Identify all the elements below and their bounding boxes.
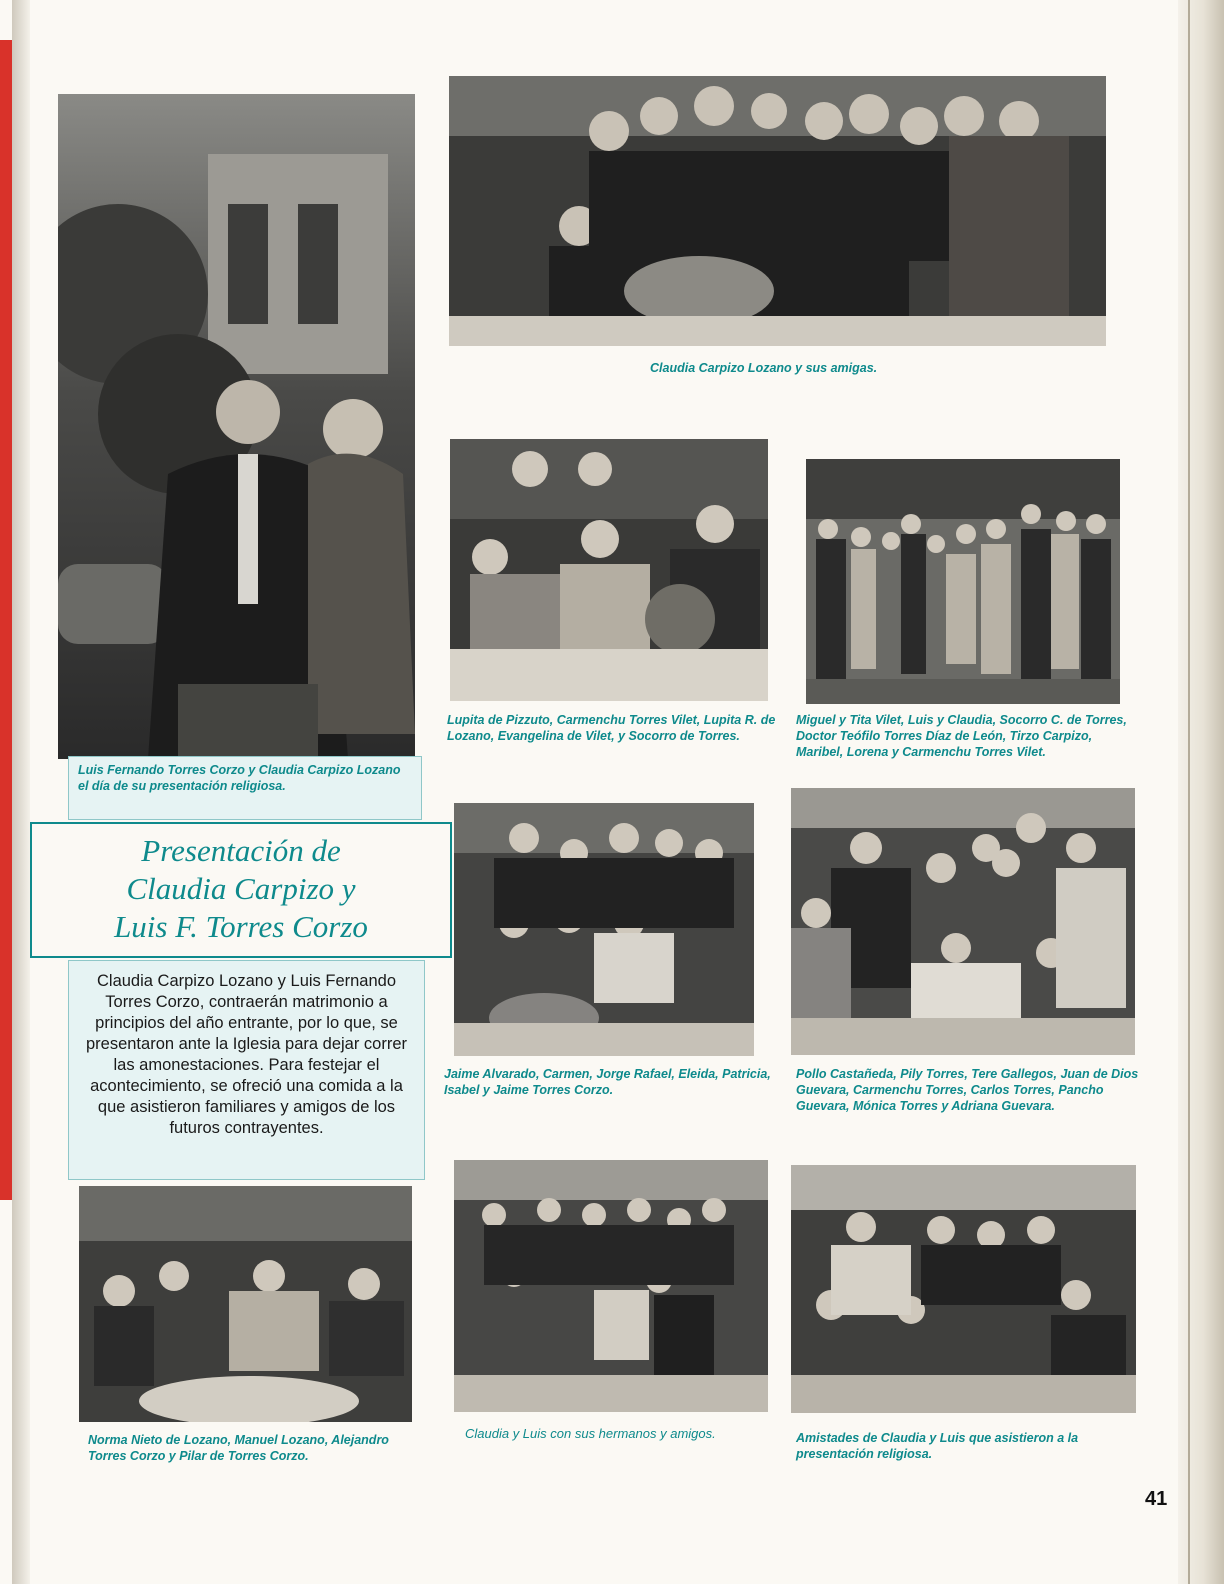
spine-crease bbox=[1188, 0, 1190, 1584]
article-body-box bbox=[68, 960, 425, 1180]
caption-friends-group: Claudia Carpizo Lozano y sus amigas. bbox=[650, 361, 878, 375]
photo-amistades bbox=[791, 1165, 1136, 1413]
photo-family-standing bbox=[806, 459, 1120, 704]
page-edge-red-strip bbox=[0, 40, 12, 1200]
page-gutter-shadow bbox=[12, 0, 30, 1584]
caption-guests-tent: Pollo Castañeda, Pily Torres, Tere Gallegos, Juan de Dios Guevara, Carmenchu Torres, Carlos Torres, Pancho Guevara, Mónica Torres y Adriana Guevara. bbox=[796, 1067, 1139, 1113]
caption-amistades: Amistades de Claudia y Luis que asistieron a la presentación religiosa. bbox=[796, 1431, 1079, 1461]
article-title: Presentación de Claudia Carpizo y Luis F. Torres Corzo bbox=[114, 833, 368, 944]
article-body: Claudia Carpizo Lozano y Luis Fernando Torres Corzo, contraerán matrimonio a principios del año entrante, por lo que, se presentaron ante la Iglesia para dejar correr las amonestaciones. Para festejar el acontecimiento, se ofreció una comida a la que asistieron familiares y amigos de los futuros contrayentes. bbox=[85, 972, 408, 1137]
photo-ladies-table bbox=[450, 439, 768, 701]
book-spine-edge bbox=[1178, 0, 1224, 1584]
photo-siblings-table bbox=[454, 803, 754, 1056]
page-number: 41 bbox=[1145, 1488, 1168, 1510]
photo-hermanos-amigos bbox=[454, 1160, 768, 1412]
photo-lozano-table bbox=[79, 1186, 412, 1422]
caption-siblings-table: Jaime Alvarado, Carmen, Jorge Rafael, Eleida, Patricia, Isabel y Jaime Torres Corzo. bbox=[444, 1067, 771, 1097]
article-title-box bbox=[30, 822, 452, 958]
photo-couple bbox=[58, 94, 415, 759]
photo-friends-group bbox=[449, 76, 1106, 346]
caption-hermanos-amigos: Claudia y Luis con sus hermanos y amigos. bbox=[465, 1426, 716, 1441]
caption-ladies-table: Lupita de Pizzuto, Carmenchu Torres Vilet, Lupita R. de Lozano, Evangelina de Vilet, y Socorro de Torres. bbox=[447, 713, 776, 743]
caption-lozano-table: Norma Nieto de Lozano, Manuel Lozano, Alejandro Torres Corzo y Pilar de Torres Corzo. bbox=[88, 1433, 389, 1463]
caption-couple: Luis Fernando Torres Corzo y Claudia Carpizo Lozano el día de su presentación religiosa. bbox=[78, 763, 401, 793]
caption-family-standing: Miguel y Tita Vilet, Luis y Claudia, Socorro C. de Torres, Doctor Teófilo Torres Díaz de León, Tirzo Carpizo, Maribel, Lorena y Carmenchu Torres Vilet. bbox=[796, 713, 1127, 759]
photo-guests-tent bbox=[791, 788, 1135, 1055]
